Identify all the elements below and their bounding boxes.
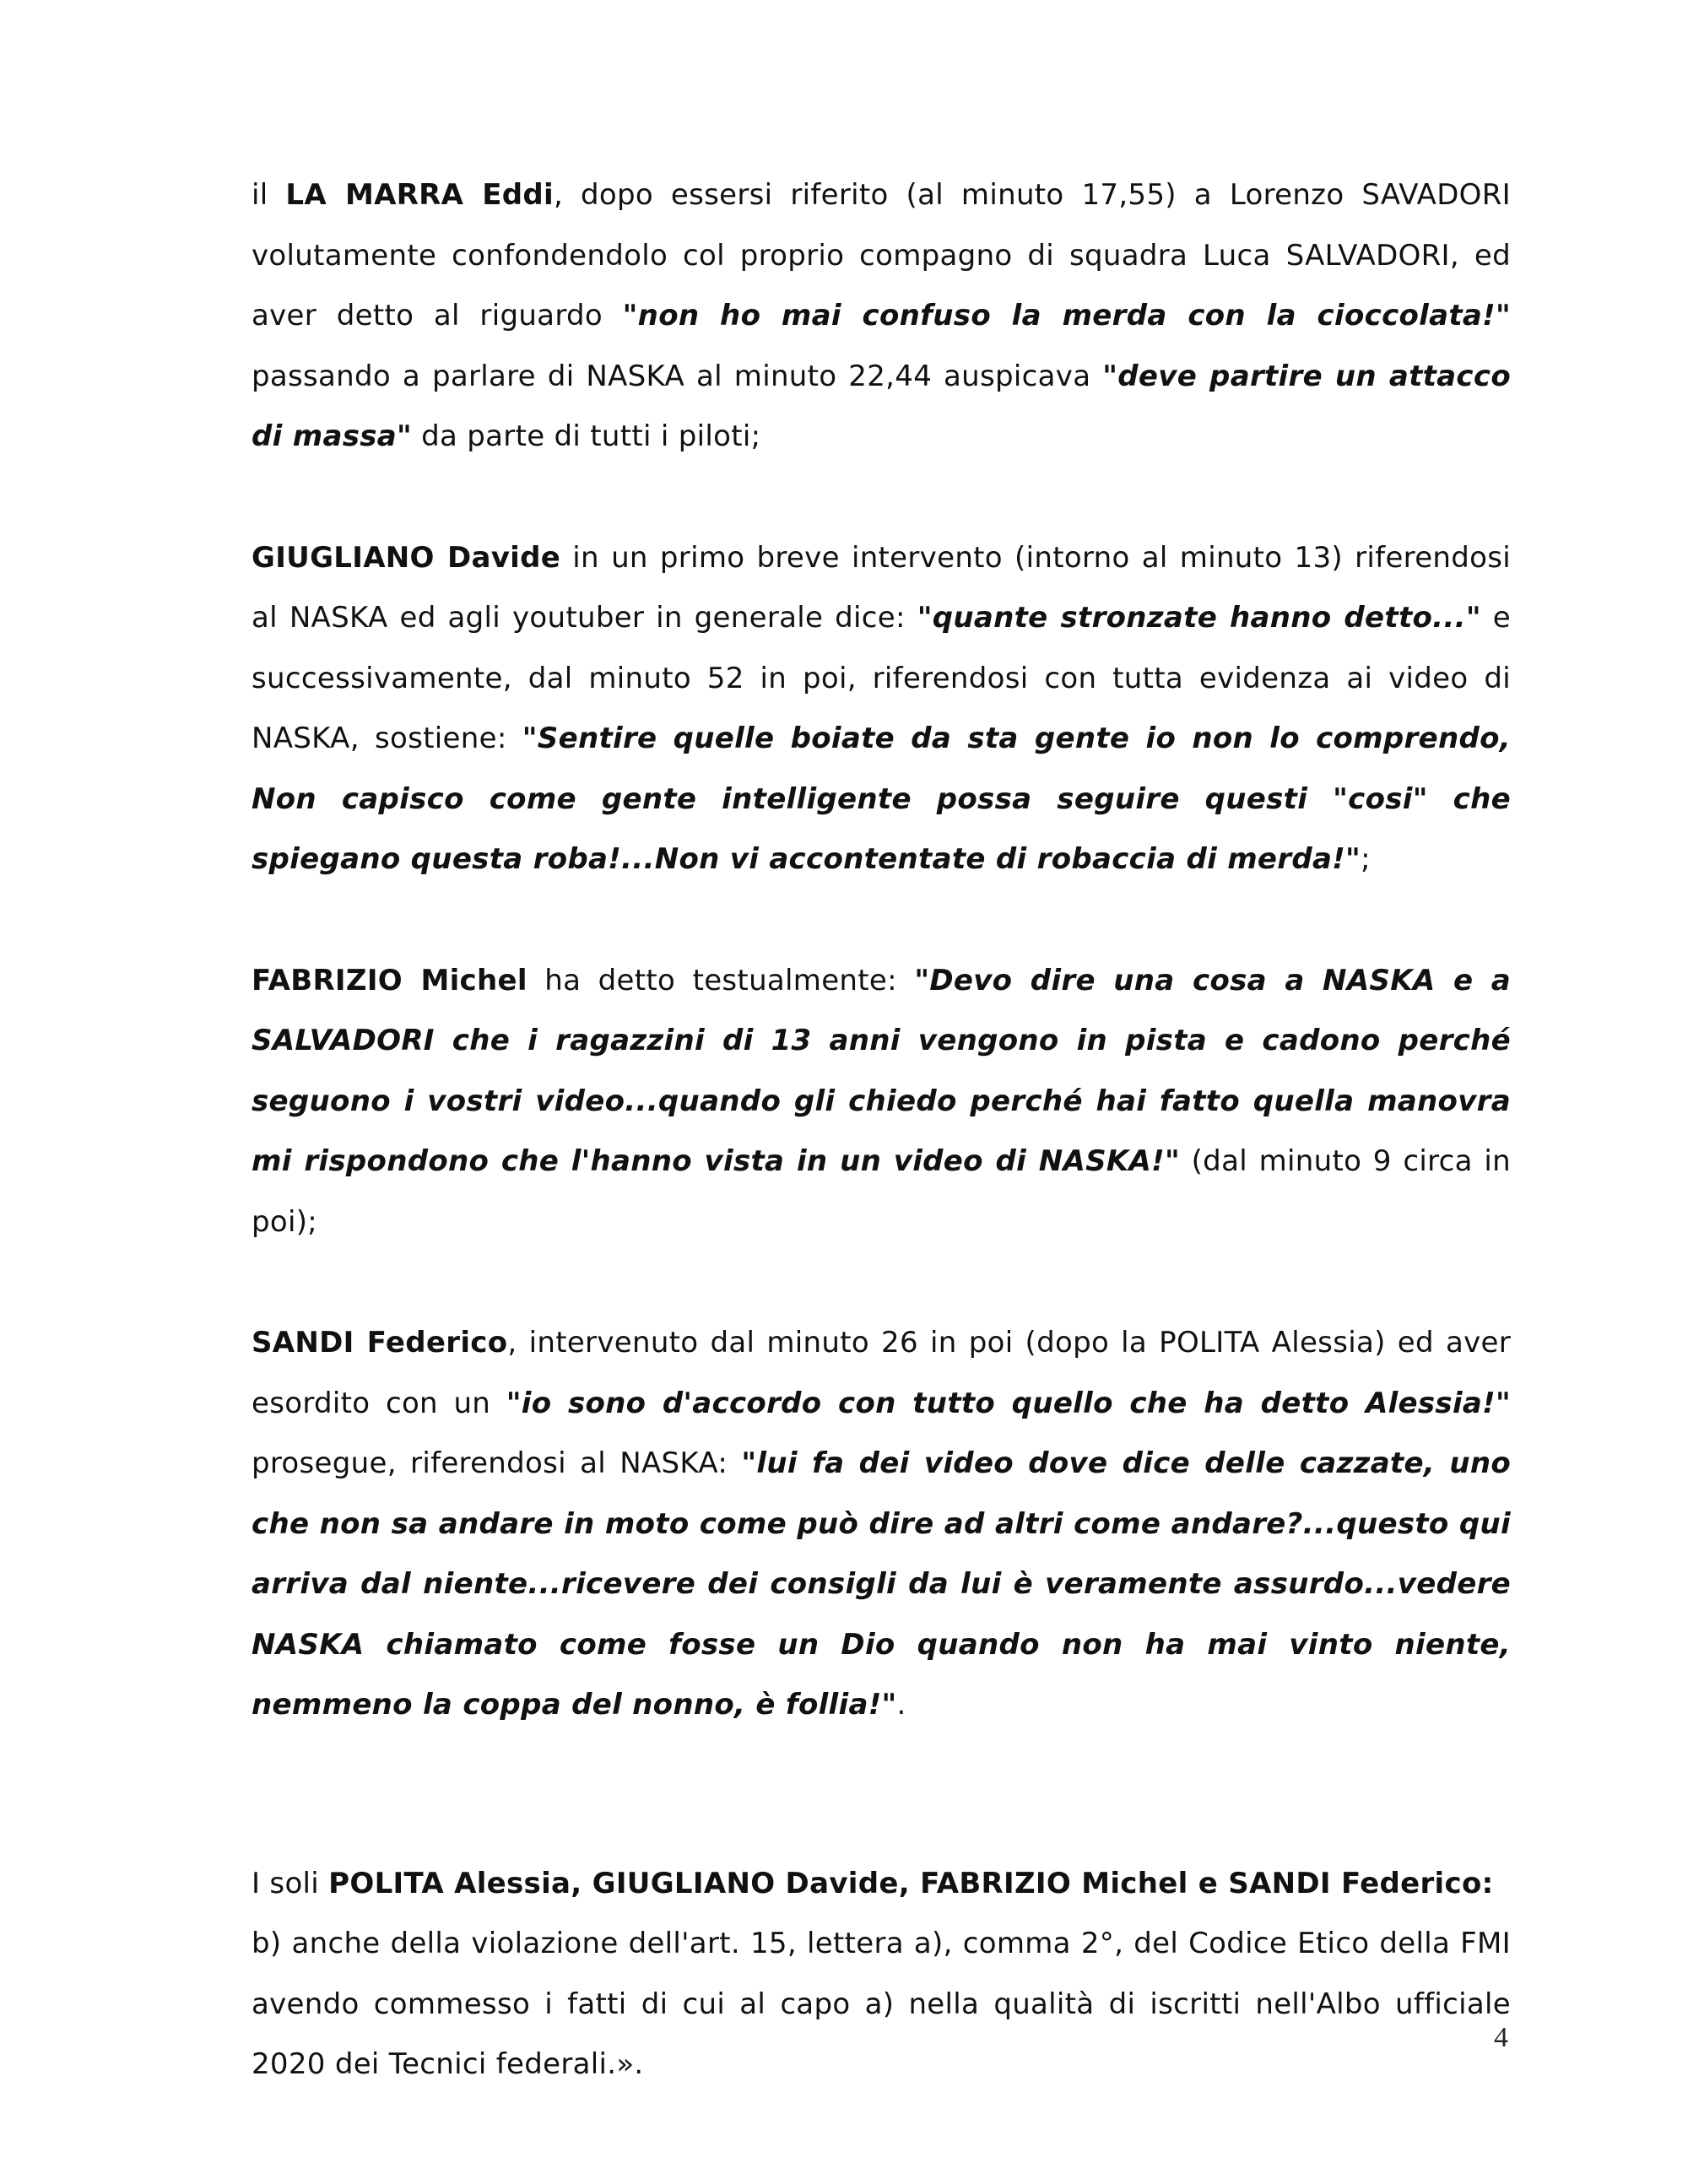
text-segment: ; [1361, 842, 1371, 876]
text-segment: "quante stronzate hanno detto..." [917, 601, 1481, 635]
text-segment: "Sentire quelle boiate da sta gente io non lo comprendo, Non capisco come gente intelligente possa seguire questi "cosi" che spiegano questa roba!...Non vi accontentate di robaccia di merda!" [252, 722, 1511, 876]
text-segment: FABRIZIO Michel [252, 963, 528, 997]
page-number: 4 [1494, 2022, 1508, 2053]
text-segment: "Devo dire una cosa a NASKA e a SALVADORI che i ragazzini di 13 anni vengono in pista e cadono perché seguono i vostri video...quando gli chiedo perché hai fatto quella manovra mi rispondono che l'hanno vista in un video di NASKA!" [252, 963, 1512, 1178]
text-segment: "io sono d'accordo con tutto quello che ha detto Alessia!" [506, 1386, 1511, 1420]
text-segment: ha detto testualmente: [527, 963, 915, 997]
text-segment: (dal minuto 9 circa in poi); [252, 1144, 1511, 1239]
text-segment: passando a parlare di NASKA al minuto 22,44 auspicava [252, 359, 1103, 393]
text-segment: "lui fa dei video dove dice delle cazzate, uno che non sa andare in moto come può dire ad altri come andare?...questo qui arriva dal niente...ricevere dei consigli da lui è veramente assurdo...vedere NASKA chiamato come fosse un Dio quando non ha mai vinto niente, nemmeno la coppa del nonno, è follia!" [252, 1446, 1511, 1722]
paragraph-fabrizio [252, 951, 1511, 1253]
text-segment: LA MARRA Eddi [285, 178, 554, 212]
paragraph-giugliano [252, 528, 1511, 890]
text-segment: . [896, 1688, 906, 1722]
text-segment: I soli [252, 1866, 329, 1900]
document-body [252, 165, 1511, 2095]
text-segment: GIUGLIANO Davide [252, 540, 561, 575]
text-segment: in un primo breve intervento (intorno al minuto 13) riferendosi al NASKA ed agli youtuber in generale dice: [252, 540, 1512, 635]
paragraph-soli [252, 1854, 1511, 2095]
text-segment: "deve partire un attacco di massa" [252, 359, 1511, 453]
text-segment: e successivamente, dal minuto 52 in poi, riferendosi con tutta evidenza ai video di NASKA, sostiene: [252, 601, 1512, 755]
paragraph-sandi [252, 1313, 1511, 1736]
text-segment: , dopo essersi riferito (al minuto 17,55) a Lorenzo SAVADORI volutamente confondendolo col proprio compagno di squadra Luca SALVADORI, ed aver detto al riguardo [252, 178, 1511, 332]
text-segment: prosegue, riferendosi al NASKA: [252, 1446, 742, 1480]
text-segment: il [252, 178, 286, 212]
paragraph-la-marra [252, 165, 1511, 468]
text-segment: POLITA Alessia, GIUGLIANO Davide, FABRIZIO Michel e SANDI Federico: [328, 1866, 1494, 1900]
text-segment: b) anche della violazione dell'art. 15, lettera a), comma 2°, del Codice Etico della FMI avendo commesso i fatti di cui al capo a) nella qualità di iscritti nell'Albo ufficiale 2020 dei Tecnici federali.». [252, 1927, 1511, 2081]
text-segment: , intervenuto dal minuto 26 in poi (dopo la POLITA Alessia) ed aver esordito con un [252, 1326, 1512, 1420]
text-segment: SANDI Federico [252, 1326, 508, 1360]
text-segment: da parte di tutti i piloti; [412, 419, 761, 453]
text-segment: "non ho mai confuso la merda con la cioccolata!" [622, 299, 1511, 332]
